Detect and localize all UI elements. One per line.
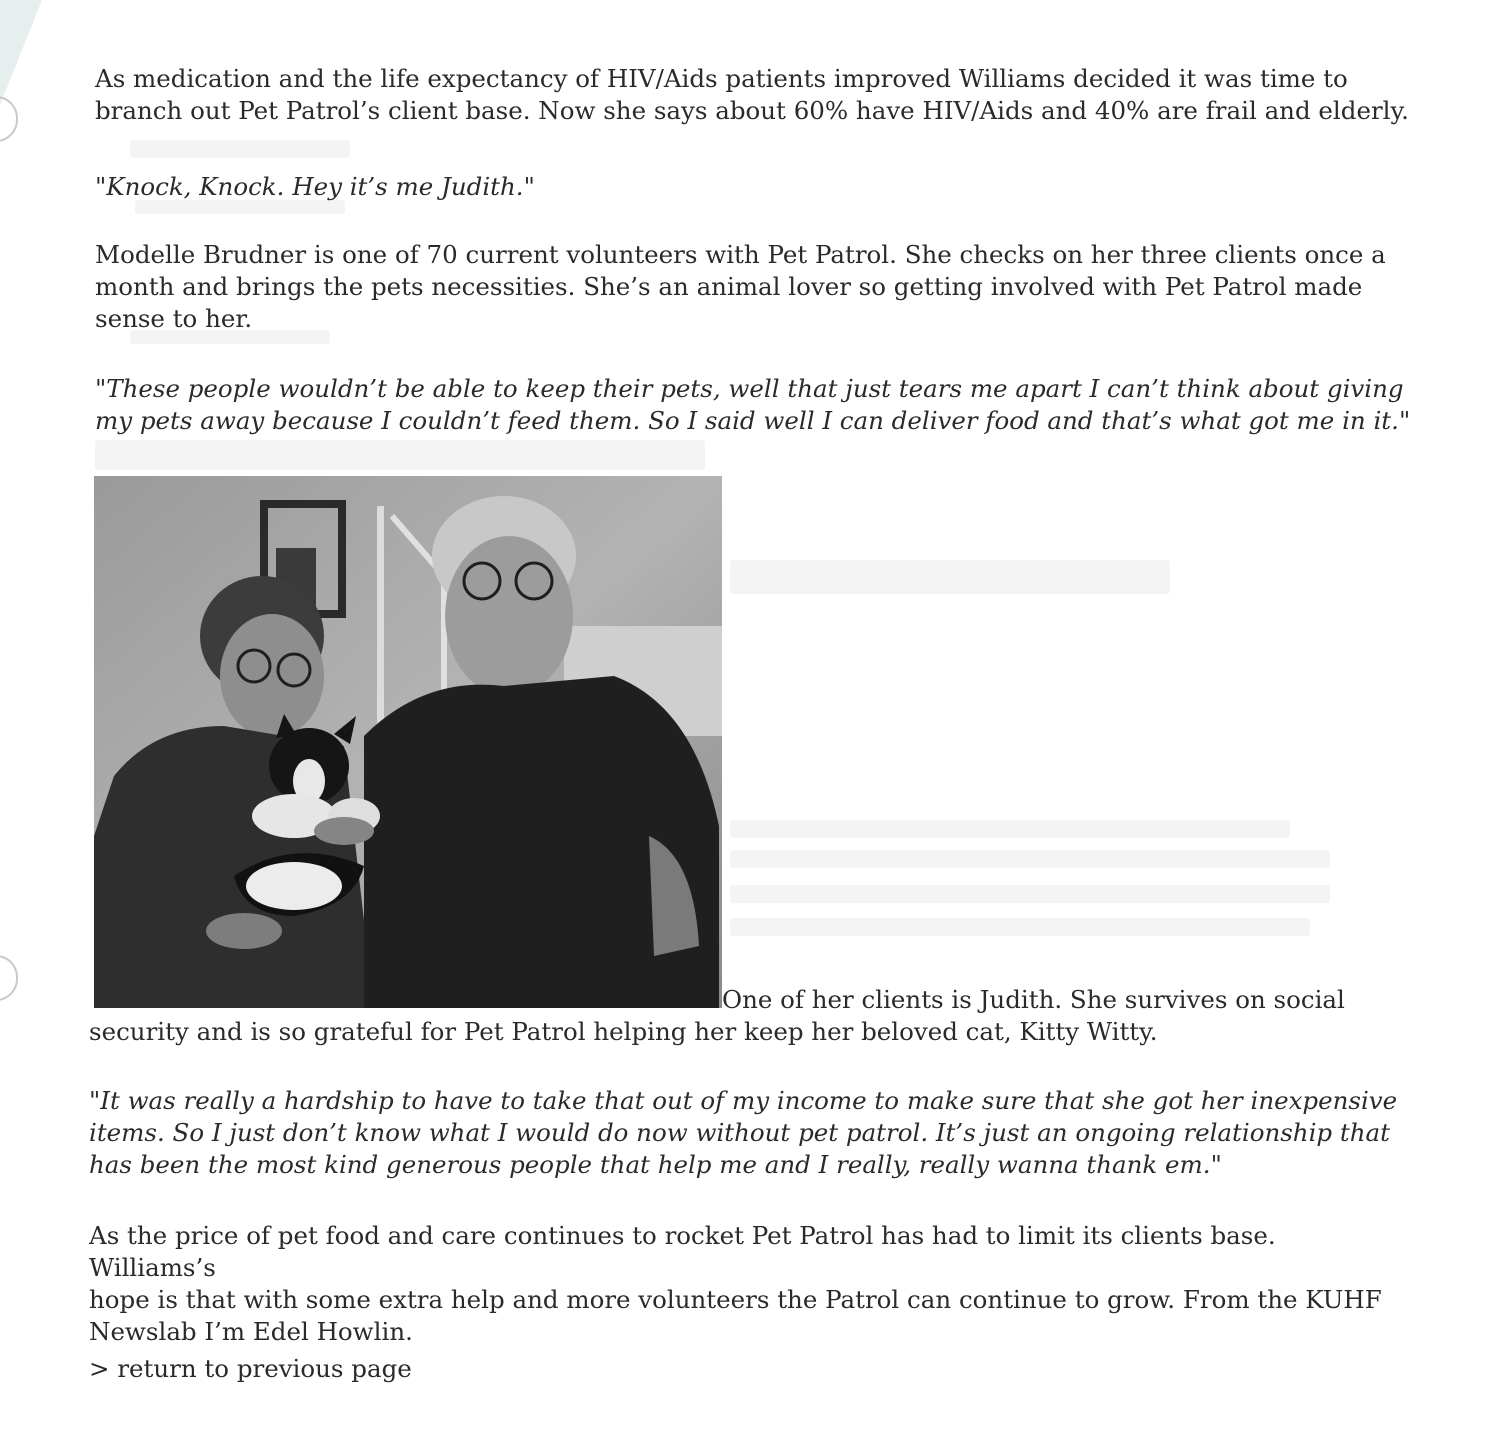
text-line: Modelle Brudner is one of 70 current volunteers with Pet Patrol. She checks on her three clients once a [95,240,1386,269]
text-line: "These people wouldn’t be able to keep their pets, well that just tears me apart I can’t think about giving [95,374,1404,403]
paragraph-judith-line [722,984,1345,1016]
quote-judith [89,1085,1409,1181]
paragraph-volunteer [95,239,1415,335]
text-line: Newslab I’m Edel Howlin. [89,1317,413,1346]
bleed-through-mark [95,440,705,470]
text-line: As medication and the life expectancy of HIV/Aids patients improved Williams decided it was time to [95,64,1348,93]
paragraph-client-base [95,63,1415,127]
paragraph-closing [89,1220,1409,1348]
quote-knock-knock [95,171,1415,203]
text-line: my pets away because I couldn’t feed them. So I said well I can deliver food and that’s what got me in it." [95,406,1411,435]
text-line: items. So I just don’t know what I would do now without pet patrol. It’s just an ongoing relationship that [89,1118,1390,1147]
bleed-through-mark [730,560,1170,594]
text-line: security and is so grateful for Pet Patrol helping her keep her beloved cat, Kitty Witty. [89,1017,1158,1046]
quote-volunteer [95,373,1415,437]
text-line: "Knock, Knock. Hey it’s me Judith." [95,172,535,201]
paragraph-judith-line [89,1016,1158,1048]
bleed-through-mark [730,850,1330,868]
text-line: As the price of pet food and care continues to rocket Pet Patrol has had to limit its clients base. Williams’s [89,1221,1276,1282]
punch-hole-mark [0,955,18,1001]
bleed-through-mark [130,140,350,158]
text-line: branch out Pet Patrol’s client base. Now she says about 60% have HIV/Aids and 40% are frail and elderly. [95,96,1409,125]
scan-shadow-corner [0,0,42,105]
text-line: has been the most kind generous people that help me and I really, really wanna thank em." [89,1150,1222,1179]
article-photo [94,476,722,1008]
text-line: hope is that with some extra help and more volunteers the Patrol can continue to grow. From the KUHF [89,1285,1382,1314]
text-line: sense to her. [95,304,253,333]
text-line: "It was really a hardship to have to take that out of my income to make sure that she got her inexpensive [89,1086,1398,1115]
photo-illustration [94,476,722,1008]
text-line: month and brings the pets necessities. She’s an animal lover so getting involved with Pet Patrol made [95,272,1363,301]
bleed-through-mark [730,918,1310,936]
bleed-through-mark [730,885,1330,903]
return-to-previous-page-link[interactable]: > return to previous page [89,1354,412,1383]
text-line: One of her clients is Judith. She survives on social [722,985,1345,1014]
bleed-through-mark [730,820,1290,838]
